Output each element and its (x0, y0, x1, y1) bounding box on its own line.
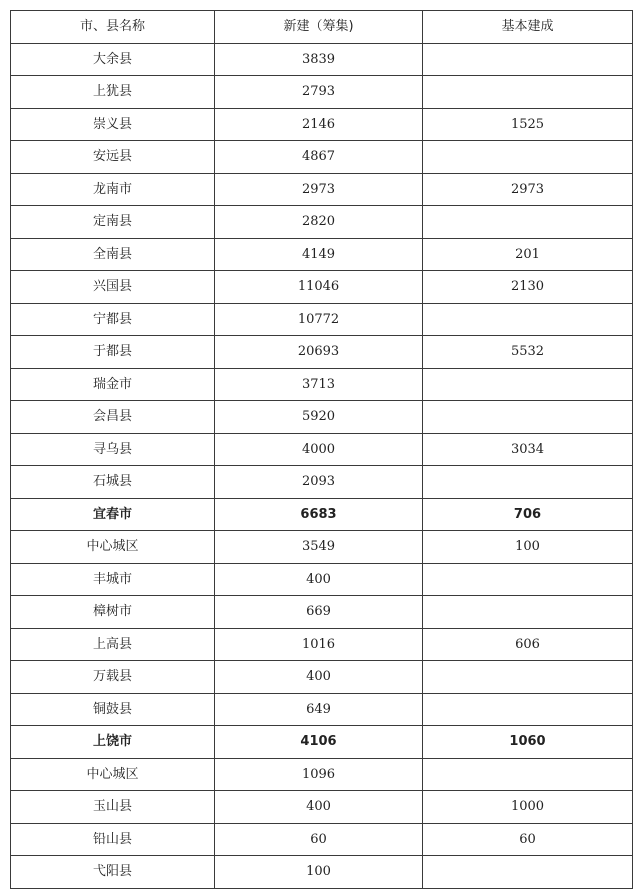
cell-new-built: 2820 (215, 206, 423, 239)
cell-new-built: 2973 (215, 173, 423, 206)
cell-basically-completed (423, 466, 633, 499)
cell-county-name: 定南县 (11, 206, 215, 239)
cell-county-name: 崇义县 (11, 108, 215, 141)
cell-new-built: 2146 (215, 108, 423, 141)
cell-basically-completed (423, 693, 633, 726)
cell-new-built: 2093 (215, 466, 423, 499)
cell-new-built: 20693 (215, 336, 423, 369)
cell-new-built: 400 (215, 791, 423, 824)
cell-county-name: 上饶市 (11, 726, 215, 759)
cell-basically-completed: 5532 (423, 336, 633, 369)
table-row (11, 206, 633, 239)
cell-county-name: 宁都县 (11, 303, 215, 336)
cell-new-built: 100 (215, 856, 423, 889)
cell-county-name: 铜鼓县 (11, 693, 215, 726)
cell-county-name: 宜春市 (11, 498, 215, 531)
table-row (11, 433, 633, 466)
cell-basically-completed: 60 (423, 823, 633, 856)
table-row (11, 141, 633, 174)
table-row (11, 823, 633, 856)
table-row (11, 173, 633, 206)
cell-basically-completed: 1060 (423, 726, 633, 759)
cell-county-name: 于都县 (11, 336, 215, 369)
cell-county-name: 铅山县 (11, 823, 215, 856)
cell-basically-completed: 2973 (423, 173, 633, 206)
table-row (11, 791, 633, 824)
cell-basically-completed (423, 856, 633, 889)
table-row (11, 693, 633, 726)
cell-county-name: 中心城区 (11, 758, 215, 791)
table-row (11, 628, 633, 661)
cell-basically-completed (423, 596, 633, 629)
cell-new-built: 60 (215, 823, 423, 856)
cell-new-built: 3839 (215, 43, 423, 76)
cell-county-name: 寻乌县 (11, 433, 215, 466)
cell-basically-completed (423, 563, 633, 596)
cell-new-built: 6683 (215, 498, 423, 531)
cell-county-name: 龙南市 (11, 173, 215, 206)
cell-county-name: 会昌县 (11, 401, 215, 434)
header-county-name: 市、县名称 (11, 11, 215, 44)
cell-basically-completed: 2130 (423, 271, 633, 304)
table-row (11, 661, 633, 694)
cell-basically-completed (423, 661, 633, 694)
cell-county-name: 大余县 (11, 43, 215, 76)
cell-new-built: 3549 (215, 531, 423, 564)
table-row (11, 531, 633, 564)
cell-basically-completed (423, 76, 633, 109)
cell-new-built: 4000 (215, 433, 423, 466)
cell-new-built: 4149 (215, 238, 423, 271)
table-row (11, 108, 633, 141)
cell-basically-completed (423, 758, 633, 791)
cell-county-name: 石城县 (11, 466, 215, 499)
cell-county-name: 上高县 (11, 628, 215, 661)
cell-basically-completed (423, 141, 633, 174)
cell-new-built: 400 (215, 563, 423, 596)
header-row (11, 11, 633, 44)
cell-county-name: 樟树市 (11, 596, 215, 629)
cell-new-built: 11046 (215, 271, 423, 304)
cell-county-name: 全南县 (11, 238, 215, 271)
table-row (11, 238, 633, 271)
cell-county-name: 中心城区 (11, 531, 215, 564)
table-row (11, 336, 633, 369)
table-row (11, 43, 633, 76)
cell-basically-completed: 706 (423, 498, 633, 531)
header-new-built: 新建（筹集) (215, 11, 423, 44)
cell-basically-completed: 1000 (423, 791, 633, 824)
cell-basically-completed: 201 (423, 238, 633, 271)
housing-table (10, 10, 633, 889)
table-row (11, 563, 633, 596)
cell-new-built: 4867 (215, 141, 423, 174)
table-row (11, 303, 633, 336)
table-row (11, 271, 633, 304)
table-row (11, 726, 633, 759)
cell-new-built: 669 (215, 596, 423, 629)
cell-new-built: 400 (215, 661, 423, 694)
cell-basically-completed: 3034 (423, 433, 633, 466)
cell-county-name: 弋阳县 (11, 856, 215, 889)
cell-new-built: 1016 (215, 628, 423, 661)
table-body (11, 43, 633, 888)
table-row (11, 758, 633, 791)
cell-new-built: 2793 (215, 76, 423, 109)
table-row (11, 596, 633, 629)
cell-basically-completed: 606 (423, 628, 633, 661)
cell-county-name: 安远县 (11, 141, 215, 174)
cell-new-built: 1096 (215, 758, 423, 791)
cell-basically-completed (423, 368, 633, 401)
cell-new-built: 649 (215, 693, 423, 726)
cell-county-name: 丰城市 (11, 563, 215, 596)
table-row (11, 856, 633, 889)
cell-county-name: 兴国县 (11, 271, 215, 304)
cell-basically-completed (423, 401, 633, 434)
header-basically-completed: 基本建成 (423, 11, 633, 44)
cell-new-built: 3713 (215, 368, 423, 401)
table-row (11, 466, 633, 499)
cell-basically-completed: 100 (423, 531, 633, 564)
cell-new-built: 10772 (215, 303, 423, 336)
table-row (11, 368, 633, 401)
cell-new-built: 4106 (215, 726, 423, 759)
cell-new-built: 5920 (215, 401, 423, 434)
table-row (11, 76, 633, 109)
table-row (11, 401, 633, 434)
cell-basically-completed: 1525 (423, 108, 633, 141)
cell-county-name: 上犹县 (11, 76, 215, 109)
cell-county-name: 瑞金市 (11, 368, 215, 401)
table-row (11, 498, 633, 531)
cell-county-name: 玉山县 (11, 791, 215, 824)
cell-county-name: 万载县 (11, 661, 215, 694)
cell-basically-completed (423, 303, 633, 336)
cell-basically-completed (423, 206, 633, 239)
cell-basically-completed (423, 43, 633, 76)
